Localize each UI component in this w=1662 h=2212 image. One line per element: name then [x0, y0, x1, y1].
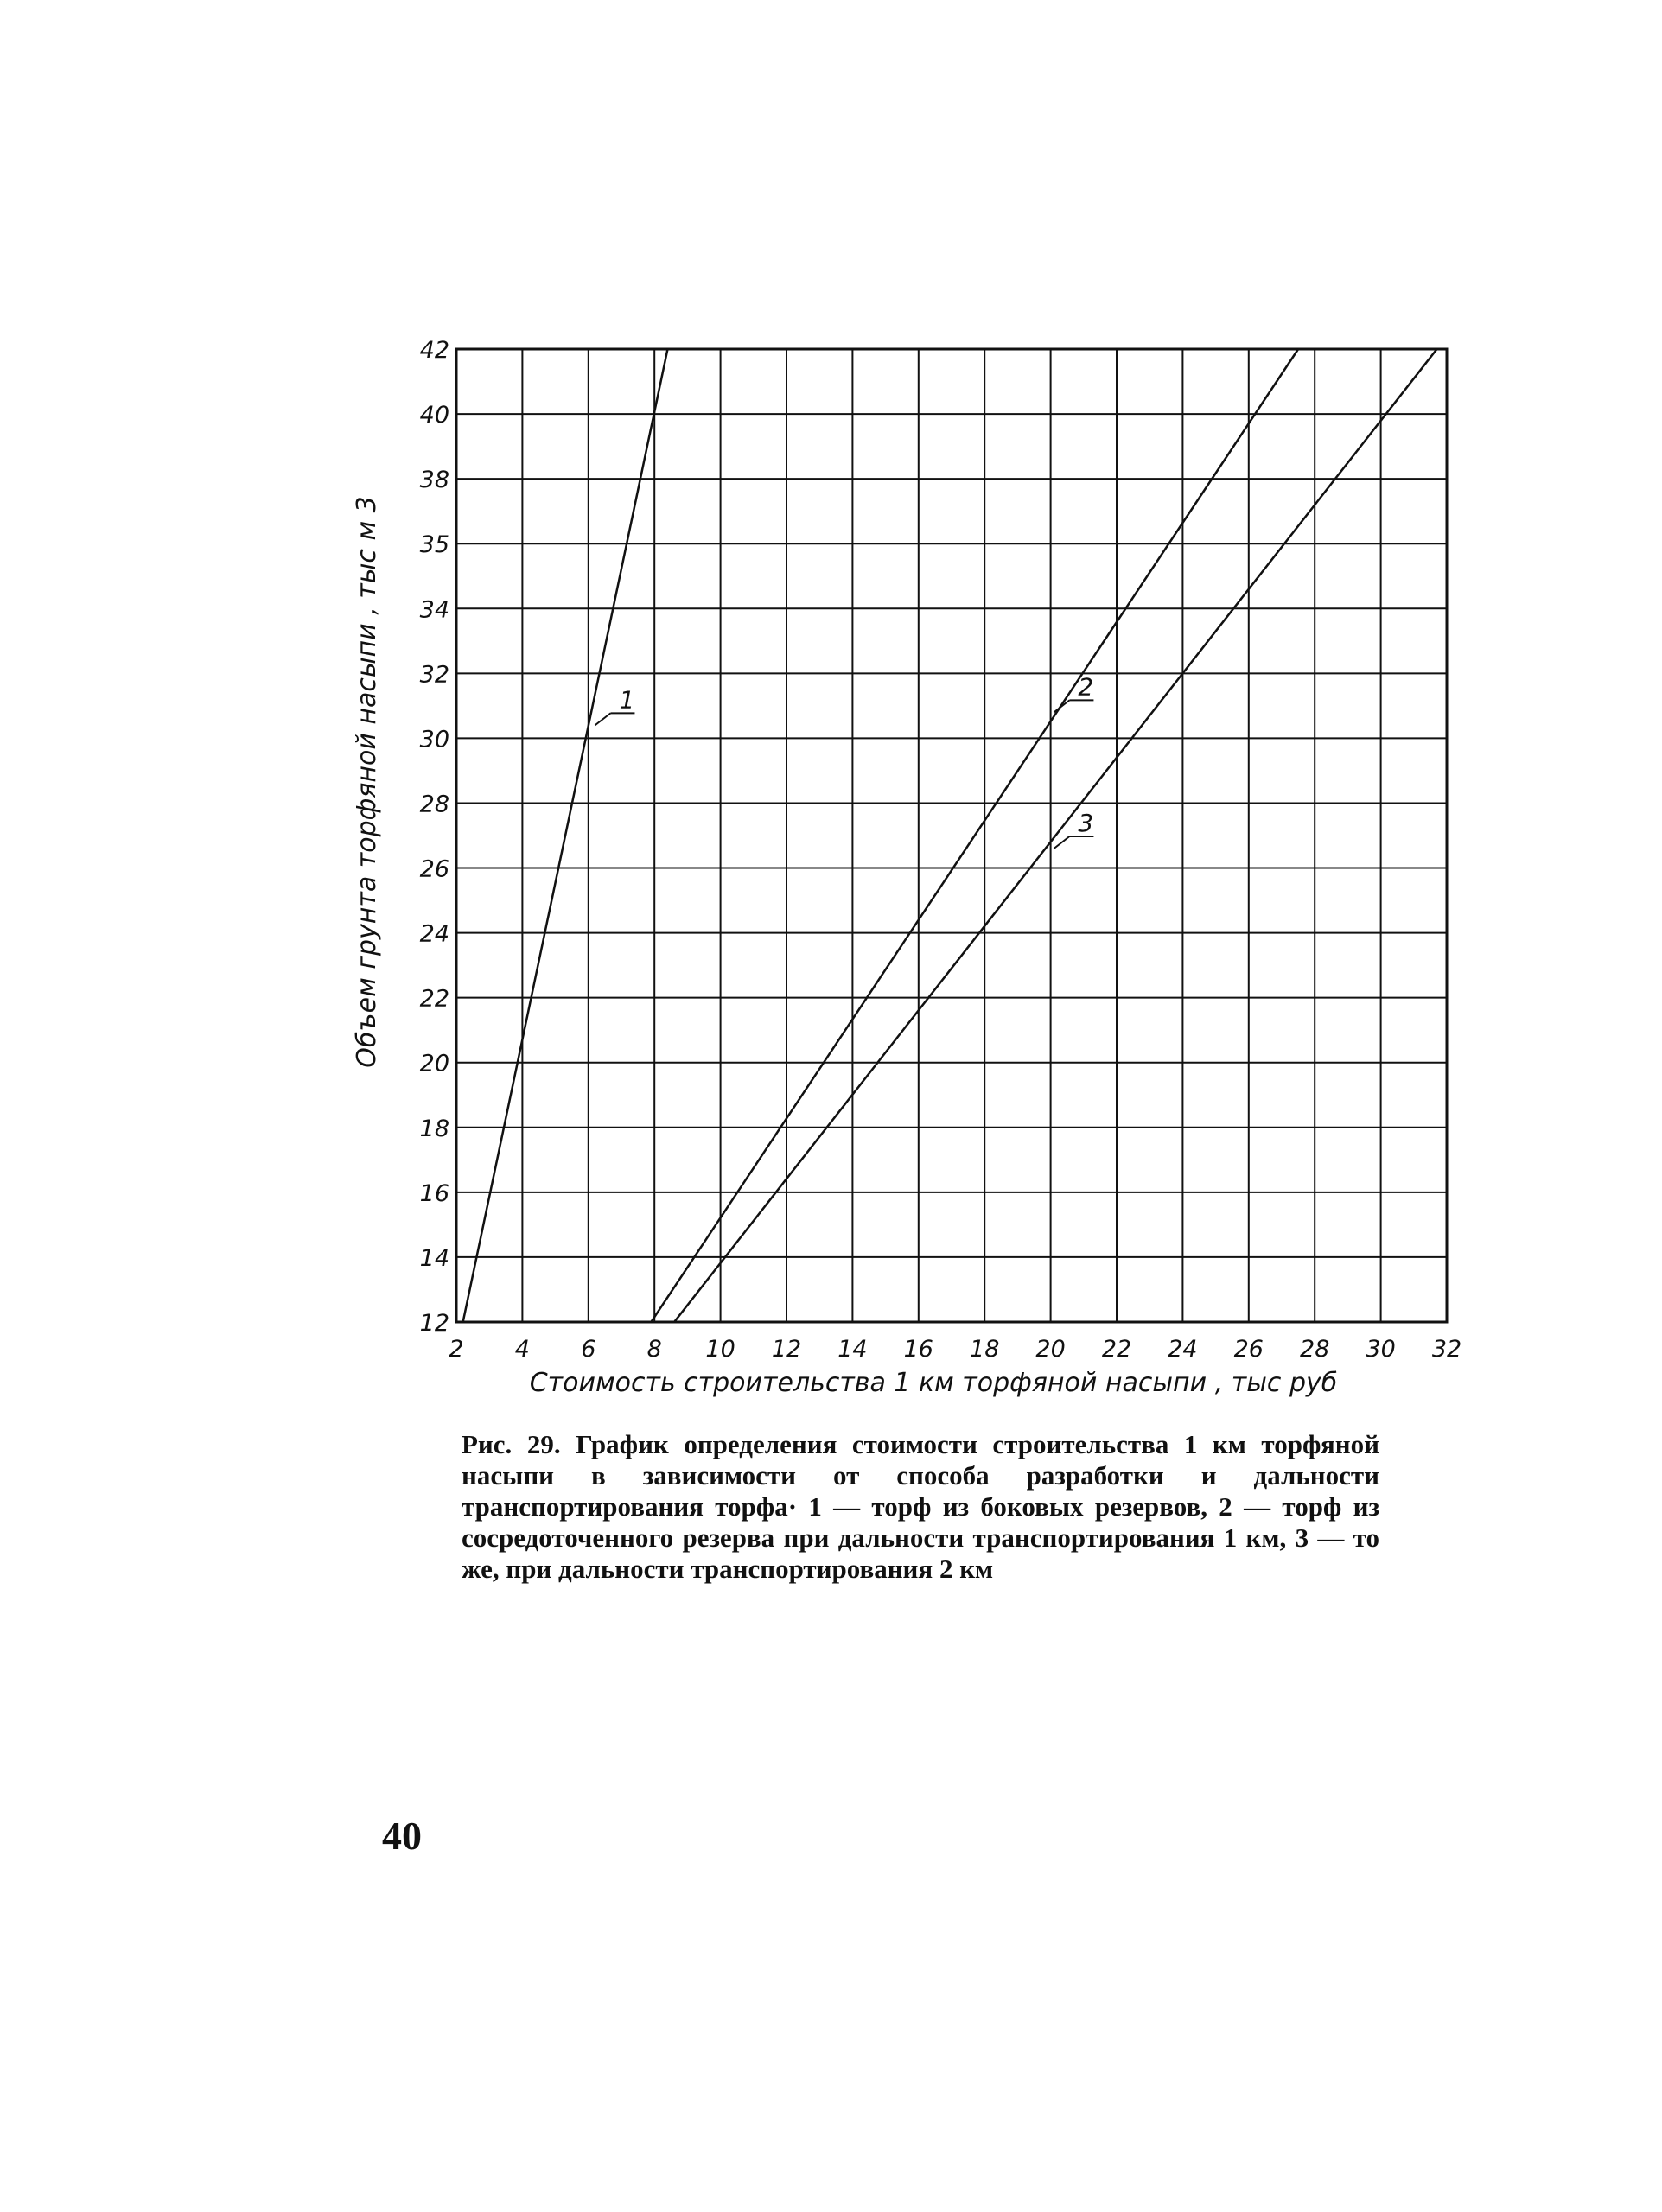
x-tick-label: 6 [581, 1336, 596, 1363]
x-tick-label: 20 [1035, 1336, 1066, 1363]
series-line-3 [674, 349, 1436, 1322]
curve-label-1: 1 [619, 685, 635, 715]
y-tick-label: 30 [419, 726, 449, 753]
curve-label-3: 3 [1078, 809, 1094, 838]
y-tick-label: 26 [419, 855, 449, 883]
y-tick-label: 32 [419, 661, 449, 689]
y-tick-label: 18 [419, 1115, 449, 1142]
x-tick-label: 22 [1101, 1336, 1132, 1363]
y-tick-label: 22 [419, 985, 449, 1013]
y-tick-label: 40 [419, 402, 449, 429]
x-tick-label: 18 [970, 1336, 1000, 1363]
x-tick-label: 2 [449, 1336, 464, 1363]
x-axis-label: Стоимость строительства 1 км торфяной насыпи , тыс руб [529, 1368, 1338, 1398]
chart-frame [456, 349, 1447, 1322]
y-tick-label: 14 [419, 1244, 449, 1272]
y-tick-label: 28 [419, 791, 449, 818]
series-line-1 [463, 349, 668, 1322]
x-tick-label: 4 [514, 1336, 530, 1363]
x-tick-label: 30 [1366, 1336, 1396, 1363]
figure-caption-text: График определения стоимости строительства 1 км торфяной насыпи в зависимости от способа разработки и дальности транспортирования торфа· 1 — торф из боковых резервов, 2 — торф из сосредоточенного резерва при дальности транспортирования 1 км, 3 — то же, при дальности транспортирования 2 км [462, 1429, 1379, 1584]
y-tick-label: 24 [419, 920, 449, 948]
y-tick-label: 12 [419, 1310, 449, 1337]
figure-caption-label: Рис. 29. [462, 1429, 561, 1459]
curve-label-2: 2 [1078, 672, 1094, 702]
series-line-2 [651, 349, 1298, 1322]
chart-ticks [420, 337, 1462, 1363]
figure-caption [462, 1429, 1379, 1585]
y-tick-label: 42 [419, 337, 449, 364]
x-tick-label: 12 [771, 1336, 802, 1363]
chart-grid [456, 349, 1447, 1322]
chart-annotations [595, 672, 1093, 849]
y-axis-label: Объем грунта торфяной насыпи , тыс м 3 [352, 496, 382, 1068]
chart-series [463, 349, 1437, 1322]
y-tick-label: 16 [419, 1179, 449, 1207]
x-tick-label: 28 [1300, 1336, 1330, 1363]
curve-label-leader [1054, 836, 1069, 849]
y-tick-label: 35 [419, 531, 449, 559]
y-tick-label: 20 [419, 1050, 449, 1077]
x-tick-label: 26 [1233, 1336, 1264, 1363]
y-tick-label: 38 [419, 467, 449, 494]
x-tick-label: 14 [837, 1336, 868, 1363]
x-tick-label: 16 [903, 1336, 933, 1363]
curve-label-leader [595, 713, 610, 725]
page-number: 40 [382, 1814, 422, 1858]
x-tick-label: 8 [646, 1336, 662, 1363]
x-tick-label: 24 [1168, 1336, 1198, 1363]
curve-label-leader [1054, 700, 1069, 712]
x-tick-label: 32 [1431, 1336, 1462, 1363]
x-tick-label: 10 [705, 1336, 735, 1363]
y-tick-label: 34 [419, 596, 449, 624]
